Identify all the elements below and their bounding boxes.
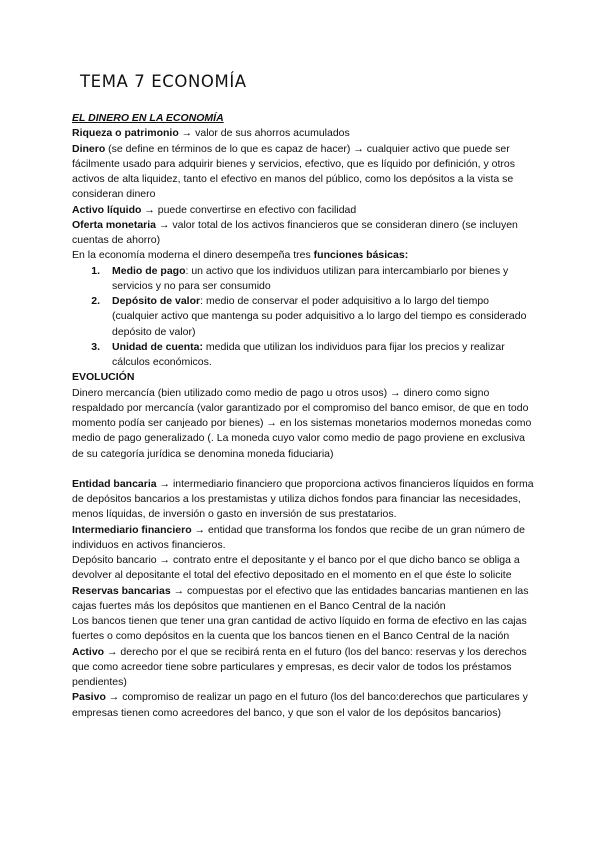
term: Depósito de valor	[112, 295, 201, 307]
definition-text: → compuestas por el efectivo que las entidades bancarias mantienen en las cajas fuertes más los depósitos que mantienen en el Banco Central de la nación	[72, 584, 529, 612]
definition-text: → entidad que transforma los fondos que recibe de un gran número de individuos en activos financieros.	[72, 523, 525, 551]
evolution-text: Dinero mercancía (bien utilizado como medio de pago u otros usos) → dinero como signo respaldado por mercancía (valor garantizado por el compromiso del banco emisor, de que en todo momento podía ser canjeado por bienes) → en los sistemas monetarios modernos monedas como medio de pago generalizado (. La moneda cuyo valor como medio de pago proviene en exclusiva de su categoría jurídica se denomina moneda fiduciaria)	[72, 386, 532, 460]
definition-riqueza	[72, 126, 534, 141]
definition-text: → valor de sus ahorros acumulados	[178, 127, 350, 140]
term: Oferta monetaria	[72, 218, 157, 231]
definition-deposito-bancario	[72, 553, 534, 584]
section-title: EL DINERO EN LA ECONOMÍA	[72, 112, 224, 124]
paragraph-text: Los bancos tienen que tener una gran cantidad de activo líquido en forma de efectivo en las cajas fuertes o como depósitos en la cuenta que los bancos tienen en el Banco Central de la nación	[72, 615, 527, 643]
term: Medio de pago	[112, 264, 186, 277]
term: Pasivo	[72, 691, 106, 704]
page-title: TEMA 7 ECONOMÍA	[80, 72, 247, 91]
functions-intro	[72, 248, 534, 263]
definition-text: medida que utilizan los individuos para fijar los precios y realizar cálculos económicos.	[112, 340, 505, 368]
list-item	[72, 264, 534, 295]
term: Entidad bancaria	[72, 477, 157, 490]
term: Intermediario financiero	[72, 523, 192, 536]
paragraph-liquidez	[72, 614, 534, 645]
term: Reservas bancarias	[72, 584, 171, 597]
definition-text: → compromiso de realizar un pago en el futuro (los del banco:derechos que particulares y empresas tienen como acreedores del banco, y que son el valor de los depósitos bancarios)	[72, 691, 528, 719]
definition-text: (se define en términos de lo que es capaz de hacer) → cualquier activo que puede ser fácilmente usado para adquirir bienes y servicios, efectivo, que es líquido por definición, y otros activos de alta liquidez, tanto el efectivo en manos del público, como los depósitos a la vista se consideran dinero	[72, 142, 515, 201]
definition-text: → derecho por el que se recibirá renta en el futuro (los del banco: reservas y los derechos que como acreedor tiene sobre particulares y empresas, es decir valor de todos los préstamos pendientes)	[72, 645, 527, 688]
evolution-title: EVOLUCIÓN	[72, 371, 135, 384]
definition-oferta-monetaria	[72, 218, 534, 249]
list-item	[72, 340, 534, 371]
term: Dinero	[72, 142, 106, 155]
definition-intermediario	[72, 523, 534, 554]
definition-text: → intermediario financiero que proporciona activos financieros líquidos en forma de depósitos bancarios a los prestamistas y utiliza dichos fondos para financiar las necesidades, menos líquidas, de inversión o gasto en inversión de sus prestatarios.	[72, 477, 534, 521]
definition-text: → valor total de los activos financieros que se consideran dinero (se incluyen cuentas de ahorro)	[72, 218, 518, 246]
definition-reservas	[72, 584, 534, 615]
definition-activo	[72, 645, 534, 691]
definition-text: → puede convertirse en efectivo con facilidad	[141, 203, 357, 216]
term: Activo líquido	[72, 203, 142, 216]
functions-list	[72, 264, 534, 371]
term: Activo	[72, 645, 105, 658]
list-number: 3.	[91, 340, 100, 353]
term: Riqueza o patrimonio	[72, 127, 179, 140]
spacer	[72, 462, 534, 477]
intro-text: En la economía moderna el dinero desempeña tres	[72, 249, 314, 262]
document-body	[72, 111, 534, 721]
definition-entidad-bancaria	[72, 477, 534, 523]
definition-text: : medio de conservar el poder adquisitivo a lo largo del tiempo (cualquier activo que mantenga su poder adquisitivo a lo largo del tiempo es considerado depósito de valor)	[112, 295, 527, 338]
definition-pasivo	[72, 690, 534, 721]
list-number: 2.	[91, 295, 100, 307]
list-number: 1.	[91, 264, 100, 277]
intro-bold: funciones básicas:	[313, 249, 409, 262]
definition-dinero	[72, 142, 534, 203]
definition-text: Depósito bancario → contrato entre el depositante y el banco por el que dicho banco se obliga a devolver al depositante el total del efectivo depositado en el momento en el que éste lo solicite	[72, 554, 520, 582]
definition-activo-liquido	[72, 203, 534, 218]
list-item	[72, 294, 534, 340]
definition-text: : un activo que los individuos utilizan para intercambiarlo por bienes y servicios y no para ser consumido	[112, 264, 509, 292]
term: Unidad de cuenta:	[112, 340, 204, 353]
